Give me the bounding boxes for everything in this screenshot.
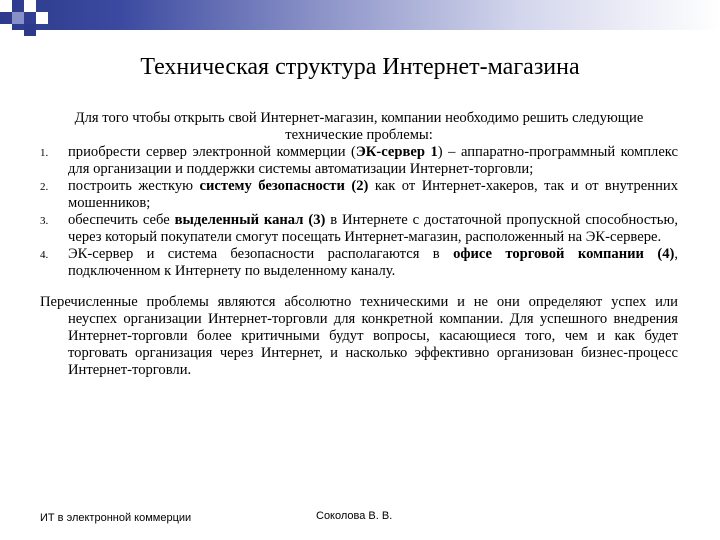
item-number: 3. bbox=[40, 215, 49, 227]
item-number: 4. bbox=[40, 249, 49, 261]
item-number: 1. bbox=[40, 147, 49, 159]
intro-paragraph: Для того чтобы открыть свой Интернет-магазин, компании необходимо решить следующие технические проблемы: bbox=[74, 110, 644, 143]
list-item bbox=[40, 178, 678, 212]
list-item bbox=[40, 144, 678, 178]
footer-course-title: ИТ в электронной коммерции bbox=[40, 512, 192, 524]
footer-author: Соколова В. В. bbox=[316, 510, 393, 522]
item-number: 2. bbox=[40, 181, 49, 193]
slide-title: Техническая структура Интернет-магазина bbox=[140, 54, 580, 80]
item-text: приобрести сервер электронной коммерции (ЭК-сервер 1) – аппаратно-программный комплекс для организации и поддержки системы автоматизации Интернет-торговли; bbox=[68, 144, 679, 177]
list-item bbox=[40, 246, 678, 280]
list-item bbox=[40, 212, 678, 246]
item-text: обеспечить себе выделенный канал (3) в Интернете с достаточной пропускной способностью, через который покупатели смогут посещать Интернет-магазин, расположенный на ЭК-сервере. bbox=[68, 212, 678, 245]
decorative-square bbox=[36, 12, 48, 24]
decorative-square bbox=[0, 24, 12, 36]
decorative-square bbox=[24, 0, 36, 12]
item-text: ЭК-сервер и система безопасности располагаются в офисе торговой компании (4), подключенном к Интернету по выделенному каналу. bbox=[68, 246, 679, 279]
decorative-square bbox=[0, 0, 12, 12]
decorative-square bbox=[24, 24, 36, 36]
problems-list bbox=[40, 144, 678, 280]
closing-paragraph: Перечисленные проблемы являются абсолютно техническими и не они определяют успех или неуспех организации Интернет-торговли для конкретной компании. Для успешного внедрения Интернет-торговли более критичными будут вопросы, касающиеся того, чем и как будет торговать организация через Интернет, и насколько эффективно организован бизнес-процесс Интернет-торговли. bbox=[40, 294, 678, 378]
decorative-square bbox=[12, 12, 24, 24]
slide-content bbox=[40, 110, 678, 379]
top-decorative-band bbox=[0, 0, 720, 30]
item-text: построить жесткую систему безопасности (2) как от Интернет-хакеров, так и от внутренних мошенников; bbox=[68, 178, 678, 211]
